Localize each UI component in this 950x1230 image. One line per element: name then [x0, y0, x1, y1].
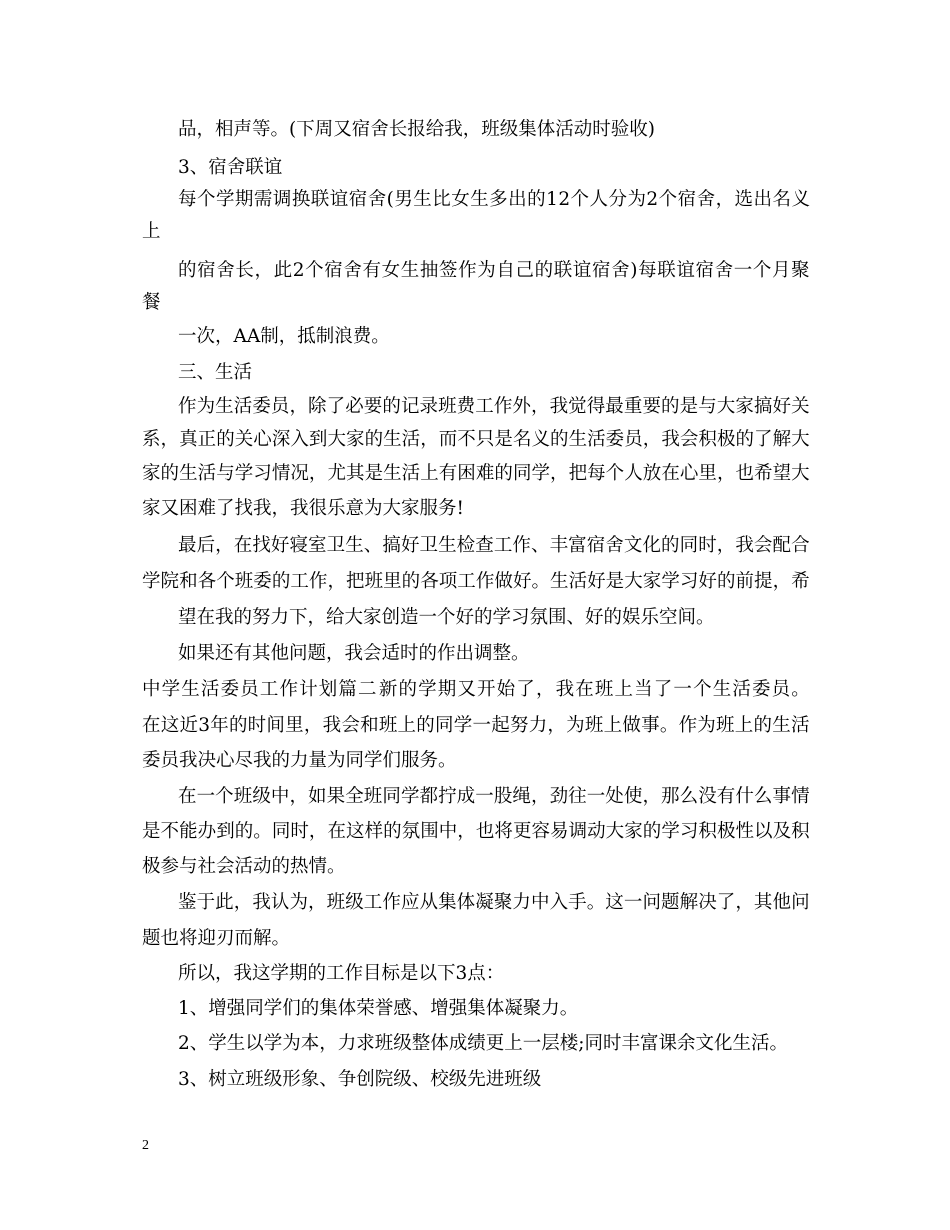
- text-line: 上: [142, 221, 161, 242]
- section-heading: 三、生活: [178, 362, 253, 383]
- text-line: 鉴 于 此 ， 我 认 为 ， 班 级 工 作 应 从 集 体 凝 聚 力 中 入 手 。 这 一 问 题 解 决 了 ， 其 他 问: [178, 892, 810, 913]
- text-line: 中 学 生 活 委 员 工 作 计 划 篇 二 新 的 学 期 又 开 始 了 ， 我 在 班 上 当 了 一 个 生 活 委 员 。: [142, 679, 810, 700]
- text-line: 品，相声等。(下周又宿舍长报给我，班级集体活动时验收): [178, 119, 655, 140]
- text-line: 委员我决心尽我的力量为同学们服务。: [142, 750, 457, 771]
- text-line: 系 ， 真 正 的 关 心 深 入 到 大 家 的 生 活 ， 而 不 只 是 名 义 的 生 活 委 员 ， 我 会 积 极 的 了 解 大: [142, 429, 810, 450]
- text-line: 是 不 能 办 到 的 。 同 时 ， 在 这 样 的 氛 围 中 ， 也 将 更 容 易 调 动 大 家 的 学 习 积 极 性 以 及 积: [142, 821, 810, 842]
- text-line: 望在我的努力下，给大家创造一个好的学习氛围、好的娱乐空间。: [178, 607, 715, 628]
- text-line: 家 的 生 活 与 学 习 情 况 ， 尤 其 是 生 活 上 有 困 难 的 同 学 ， 把 每 个 人 放 在 心 里 ， 也 希 望 大: [142, 463, 810, 484]
- list-item: 3、树立班级形象、争创院级、校级先进班级: [178, 1069, 542, 1090]
- text-line: 所以，我这学期的工作目标是以下3点：: [178, 963, 505, 984]
- section-heading: 3、宿舍联谊: [178, 157, 283, 178]
- text-line: 最 后 ， 在 找 好 寝 室 卫 生 、 搞 好 卫 生 检 查 工 作 、 丰 富 宿 舍 文 化 的 同 时 ， 我 会 配 合: [178, 535, 810, 556]
- list-item: 2、学生以学为本，力求班级整体成绩更上一层楼;同时丰富课余文化生活。: [178, 1033, 789, 1054]
- list-item: 1、增强同学们的集体荣誉感、增强集体凝聚力。: [178, 998, 579, 1019]
- text-line: 题也将迎刃而解。: [142, 928, 291, 949]
- text-line: 一次，AA制，抵制浪费。: [178, 326, 390, 347]
- text-line: 家又困难了找我，我很乐意为大家服务!: [142, 498, 464, 519]
- text-line: 在 这 近 3 年 的 时 间 里 ， 我 会 和 班 上 的 同 学 一 起 努 力 ， 为 班 上 做 事 。 作 为 班 上 的 生 活: [142, 715, 810, 736]
- text-line: 的 宿 舍 长 ， 此 2 个 宿 舍 有 女 生 抽 签 作 为 自 己 的 联 谊 宿 舍 ) 每 联 谊 宿 舍 一 个 月 聚: [178, 260, 810, 281]
- text-line: 餐: [142, 292, 161, 313]
- text-line: 极参与社会活动的热情。: [142, 856, 346, 877]
- page-number: 2: [142, 1138, 149, 1153]
- text-line: 每 个 学 期 需 调 换 联 谊 宿 舍 ( 男 生 比 女 生 多 出 的 1 2 个 人 分 为 2 个 宿 舍 ， 选 出 名 义: [178, 189, 810, 210]
- text-line: 在 一 个 班 级 中 ， 如 果 全 班 同 学 都 拧 成 一 股 绳 ， 劲 往 一 处 使 ， 那 么 没 有 什 么 事 情: [178, 786, 810, 807]
- text-line: 如果还有其他问题，我会适时的作出调整。: [178, 643, 530, 664]
- text-line: 学 院 和 各 个 班 委 的 工 作 ， 把 班 里 的 各 项 工 作 做 好 。 生 活 好 是 大 家 学 习 好 的 前 提 ， 希: [142, 571, 810, 592]
- text-line: 作 为 生 活 委 员 ， 除 了 必 要 的 记 录 班 费 工 作 外 ， 我 觉 得 最 重 要 的 是 与 大 家 搞 好 关: [178, 396, 810, 417]
